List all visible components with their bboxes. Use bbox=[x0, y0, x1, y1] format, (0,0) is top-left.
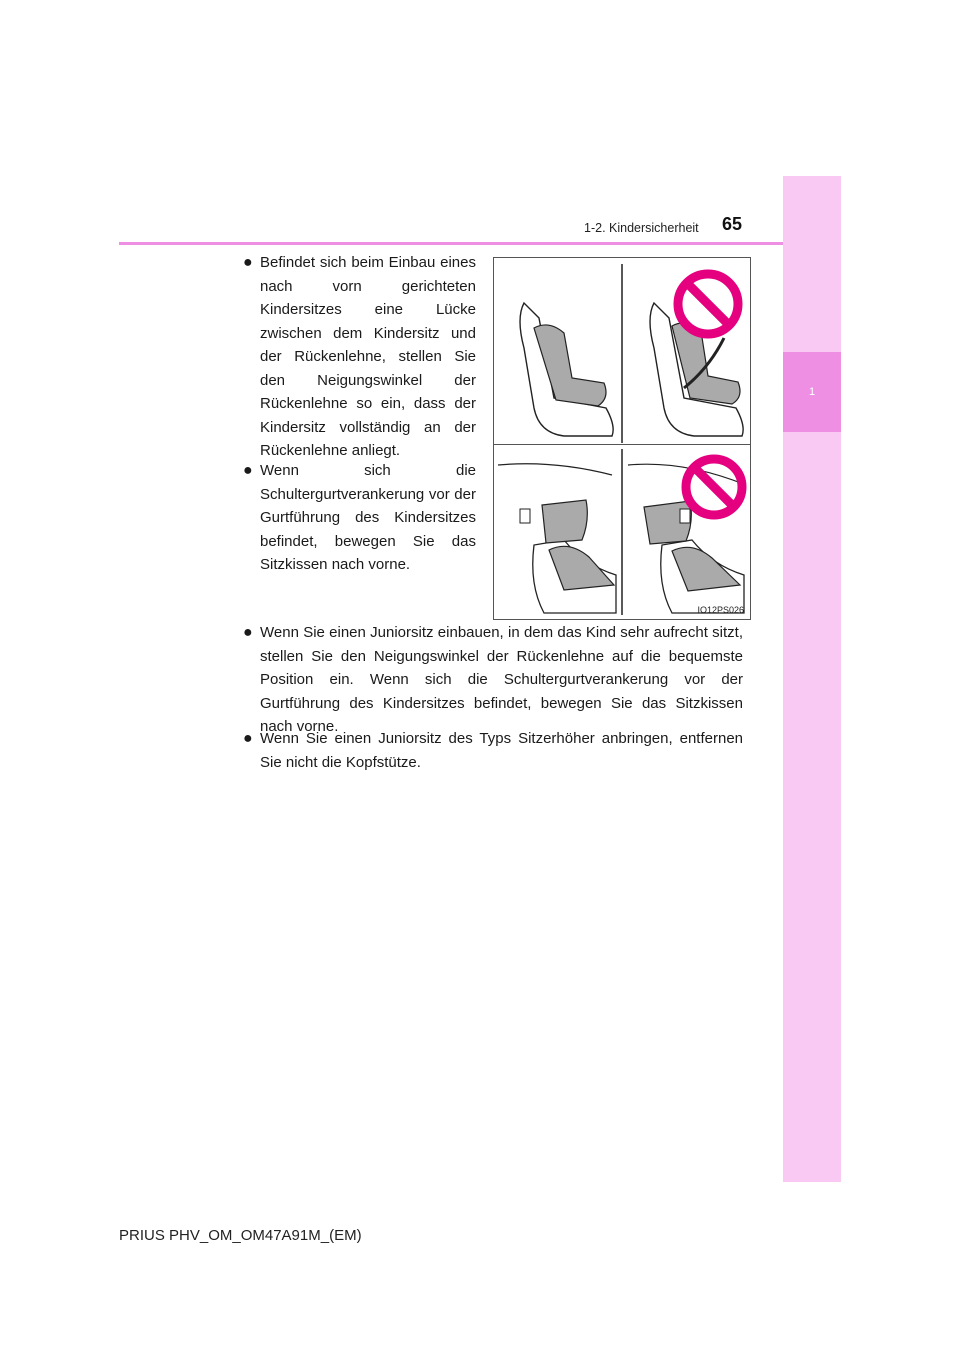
bullet-icon: ● bbox=[243, 730, 253, 747]
child-seat-illustration bbox=[494, 258, 750, 461]
bullet-text: Befindet sich beim Einbau eines nach vorn gerichteten Kindersitzes eine Lücke zwischen dem Kindersitz und der Rückenlehne, stellen Sie den Neigungswinkel der Rückenlehne so ein, dass der Kindersitz vollständig an der Rückenlehne anliegt. bbox=[260, 254, 476, 459]
document-id: PRIUS PHV_OM_OM47A91M_(EM) bbox=[119, 1227, 362, 1244]
figure-belt-anchor bbox=[493, 444, 751, 620]
bullet-icon: ● bbox=[243, 462, 253, 479]
bullet-text: Wenn Sie einen Juniorsitz des Typs Sitzerhöher anbringen, entfernen Sie nicht die Kopfstütze. bbox=[260, 730, 743, 771]
bullet-item bbox=[243, 621, 743, 739]
figure-code: IO12PS026 bbox=[697, 605, 744, 615]
bullet-item bbox=[243, 251, 476, 463]
junior-seat-illustration bbox=[494, 445, 750, 619]
bullet-item bbox=[243, 727, 743, 774]
bullet-text: Wenn sich die Schultergurtverankerung vor der Gurtführung des Kindersitzes befindet, bewegen Sie das Sitzkissen nach vorne. bbox=[260, 462, 476, 573]
header-rule bbox=[119, 242, 783, 245]
page-number: 65 bbox=[722, 214, 743, 234]
section-title: 1-2. Kindersicherheit bbox=[584, 221, 699, 235]
bullet-text: Wenn Sie einen Juniorsitz einbauen, in dem das Kind sehr aufrecht sitzt, stellen Sie den Neigungswinkel der Rückenlehne auf die bequemste Position ein. Wenn sich die Schultergurtverankerung vor der Gurtführung des Kindersitzes befindet, bewegen Sie das Sitzkissen nach vorne. bbox=[260, 624, 743, 735]
bullet-icon: ● bbox=[243, 624, 253, 641]
bullet-icon: ● bbox=[243, 254, 253, 271]
chapter-number: 1 bbox=[808, 386, 816, 398]
chapter-sidebar bbox=[783, 176, 841, 1182]
figure-seat-gap bbox=[493, 257, 751, 462]
bullet-item bbox=[243, 459, 476, 577]
